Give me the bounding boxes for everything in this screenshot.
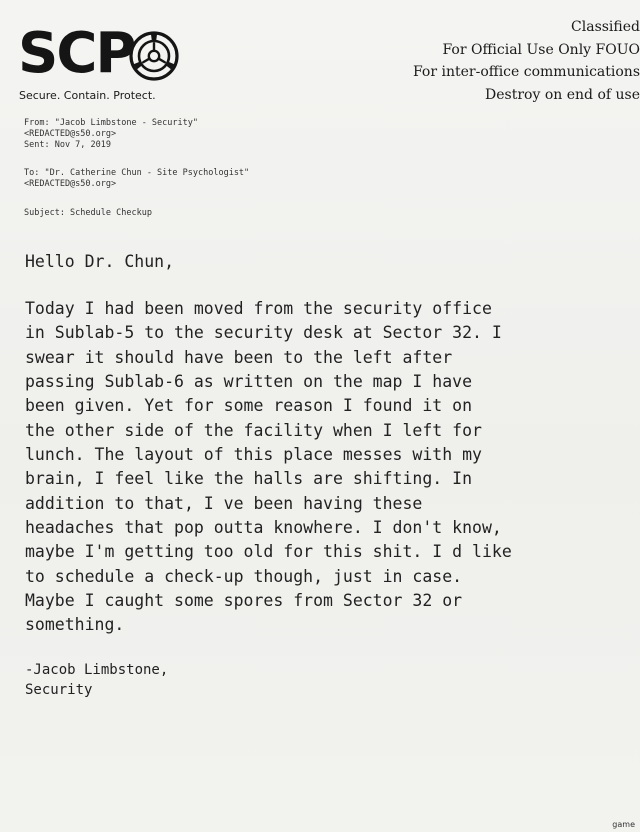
scp-tagline: Secure. Contain. Protect.	[19, 89, 156, 102]
email-to-block	[24, 168, 249, 190]
fouo-label: For Official Use Only FOUO	[442, 41, 640, 58]
body-line: swear it should have been to the left after	[25, 347, 453, 367]
from-email: <REDACTED@s50.org>	[24, 129, 117, 139]
body-line: in Sublab-5 to the security desk at Sector 32. I	[25, 323, 502, 343]
to-line: To: "Dr. Catherine Chun - Site Psychologist"	[24, 168, 250, 178]
scp-logo-wordmark: SCP	[18, 21, 135, 86]
watermark: game	[612, 820, 635, 829]
body-line: lunch. The layout of this place messes with my	[25, 445, 482, 465]
sent-date: Sent: Nov 7, 2019	[24, 140, 111, 150]
email-from-block	[24, 118, 198, 151]
classified-label: Classified	[571, 19, 640, 35]
signature-title: Security	[25, 682, 93, 698]
destroy-label: Destroy on end of use	[485, 86, 640, 103]
classification-notice	[320, 16, 640, 106]
letter-greeting: Hello Dr. Chun,	[25, 252, 175, 271]
body-line: maybe I'm getting too old for this shit. I d like	[25, 542, 512, 562]
email-subject: Subject: Schedule Checkup	[24, 208, 152, 218]
body-line: something.	[25, 615, 125, 635]
body-line: brain, I feel like the halls are shifting. In	[25, 469, 473, 489]
body-line: Maybe I caught some spores from Sector 32 or	[25, 591, 463, 611]
inter-office-label: For inter-office communications	[412, 64, 640, 80]
body-line: addition to that, I ve been having these	[25, 493, 423, 513]
scp-seal-icon	[129, 31, 179, 81]
letter-body	[25, 297, 635, 638]
signature-name: -Jacob Limbstone,	[25, 662, 169, 678]
body-line: headaches that pop outta knowhere. I don't know,	[25, 518, 502, 538]
signature-block	[25, 660, 168, 700]
body-line: passing Sublab-6 as written on the map I have	[25, 372, 473, 392]
body-line: to schedule a check-up though, just in case.	[25, 566, 463, 586]
body-line: the other side of the facility when I left for	[25, 420, 482, 440]
to-email: <REDACTED@s50.org>	[24, 179, 117, 189]
body-line: Today I had been moved from the security office	[25, 299, 492, 318]
from-line: From: "Jacob Limbstone - Security"	[24, 118, 198, 128]
body-line: been given. Yet for some reason I found it on	[25, 396, 473, 416]
